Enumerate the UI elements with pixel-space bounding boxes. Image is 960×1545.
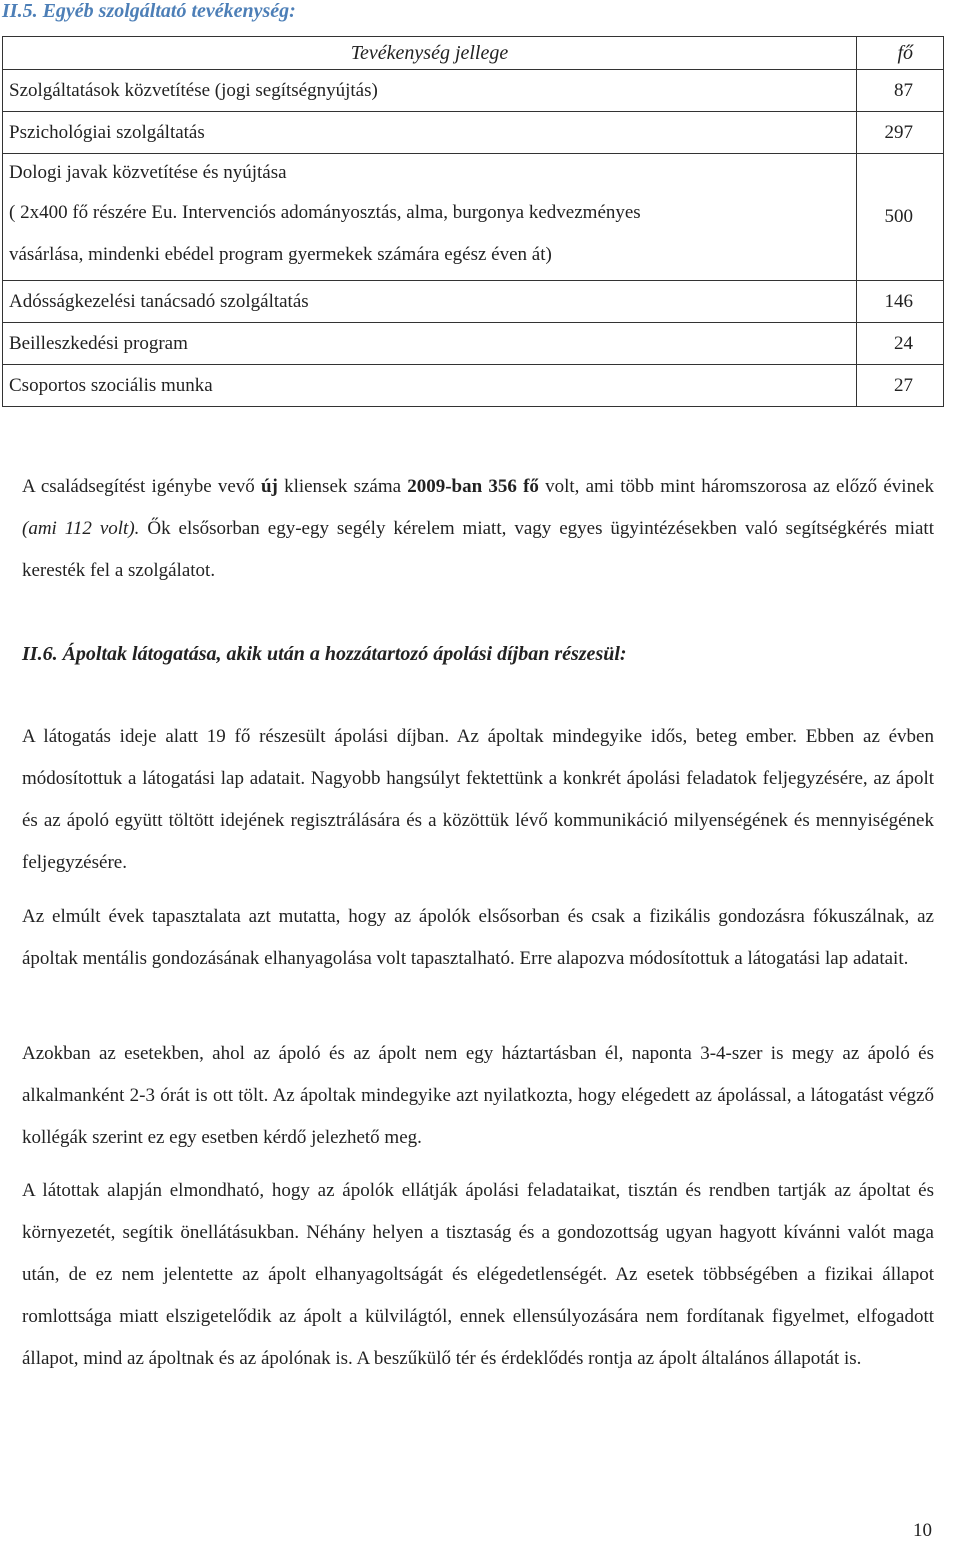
text-span: volt, ami több mint háromszorosa az előző évinek (538, 476, 934, 497)
table-row (3, 154, 944, 281)
section-heading-5: II.5. Egyéb szolgáltató tevékenység: (2, 0, 296, 22)
table-row (3, 323, 944, 365)
row-activity-line: vásárlása, mindenki ebédel program gyermekek számára egész éven át) (9, 244, 552, 265)
header-activity: Tevékenység jellege (3, 37, 857, 70)
row-activity: Csoportos szociális munka (3, 365, 857, 407)
emphasis-count: 2009-ban 356 fő (407, 476, 539, 497)
row-activity: Beilleszkedési program (3, 323, 857, 365)
table-row (3, 70, 944, 112)
header-count: fő (857, 37, 944, 70)
paragraph-observations: A látottak alapján elmondható, hogy az ápolók ellátják ápolási feladataikat, tisztán és rendben tartják az ápoltat és környezetét, segítik önellátásukban. Néhány helyen a tisztaság és a gondozottság ugyan hagyott kívánni valót maga után, de ez nem jelentette az ápolt elhanyagoltságát és elégedetlenségét. Az esetek többségében a fizikai állapot romlottsága miatt elszigetelődik az ápolt a külvilágtól, ennek ellensúlyozására nem fordítanak figyelmet, elfogadott állapot, mind az ápoltnak és az ápolónak is. A beszűkülő tér és érdeklődés rontja az ápolt általános állapotát is. (22, 1180, 934, 1369)
italic-note: (ami 112 volt). (22, 518, 140, 539)
activity-table (2, 36, 944, 407)
page-number: 10 (913, 1520, 932, 1541)
row-count: 24 (857, 323, 944, 365)
new-clients-paragraph (22, 466, 934, 592)
text-span: kliensek száma (277, 476, 408, 497)
row-activity-line: Dologi javak közvetítése és nyújtása (9, 162, 287, 183)
text-span: A családsegítést igénybe vevő (22, 476, 261, 497)
row-activity: Szolgáltatások közvetítése (jogi segítségnyújtás) (3, 70, 857, 112)
row-activity-line: ( 2x400 fő részére Eu. Intervenciós adományosztás, alma, burgonya kedvezményes (9, 202, 641, 223)
row-activity: Pszichológiai szolgáltatás (3, 112, 857, 154)
table-row (3, 281, 944, 323)
table-row (3, 365, 944, 407)
paragraph-experience: Az elmúlt évek tapasztalata azt mutatta, hogy az ápolók elsősorban és csak a fizikális gondozásra fókuszálnak, az ápoltak mentális gondozásának elhanyagolása volt tapasztalható. Erre alapozva módosítottuk a látogatási lap adatait. (22, 906, 934, 969)
section-heading-6: II.6. Ápoltak látogatása, akik után a hozzátartozó ápolási díjban részesül: (22, 643, 627, 665)
row-count: 27 (857, 365, 944, 407)
text-span: Ők elsősorban egy-egy segély kérelem miatt, vagy egyes ügyintézésekben való segítségkérés miatt keresték fel a szolgálatot. (22, 518, 934, 581)
row-activity (3, 154, 857, 281)
row-count: 87 (857, 70, 944, 112)
paragraph-household: Azokban az esetekben, ahol az ápoló és az ápolt nem egy háztartásban él, naponta 3-4-szer is megy az ápoló és alkalmanként 2-3 órát is ott tölt. Az ápoltak mindegyike azt nyilatkozta, hogy elégedett az ápolással, a látogatást végző kollégák szerint ez egy esetben kérdő jelezhető meg. (22, 1043, 934, 1148)
paragraph-visits: A látogatás ideje alatt 19 fő részesült ápolási díjban. Az ápoltak mindegyike idős, beteg ember. Ebben az évben módosítottuk a látogatási lap adatait. Nagyobb hangsúlyt fektettünk a konkrét ápolási feladatok feljegyzésére, az ápolt és az ápoló együtt töltött idejének regisztrálására és a közöttük lévő kommunikáció milyenségének és mennyiségének feljegyzésére. (22, 726, 934, 873)
table-header-row (3, 37, 944, 70)
row-count: 500 (857, 154, 944, 281)
row-count: 297 (857, 112, 944, 154)
table-row (3, 112, 944, 154)
emphasis-new: új (260, 476, 278, 497)
row-count: 146 (857, 281, 944, 323)
row-activity: Adósságkezelési tanácsadó szolgáltatás (3, 281, 857, 323)
